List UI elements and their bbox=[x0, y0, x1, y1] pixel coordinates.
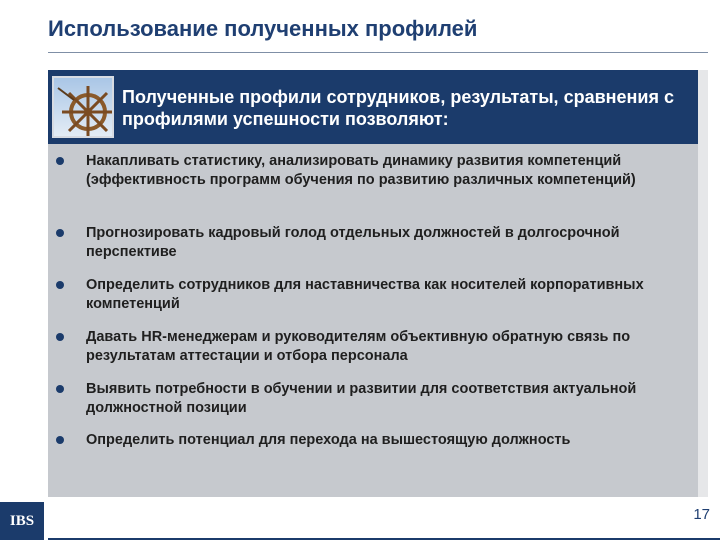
title-divider bbox=[48, 52, 708, 53]
page-number: 17 bbox=[693, 506, 710, 523]
bullet-text: Давать HR-менеджерам и руководителям объективную обратную связь по результатам аттестации и отбора персонала bbox=[86, 329, 631, 364]
bullet-dot-icon bbox=[56, 281, 64, 289]
panel-shadow bbox=[698, 70, 708, 497]
bullet-text: Определить потенциал для перехода на вышестоящую должность bbox=[86, 432, 571, 448]
ship-wheel-image bbox=[52, 76, 114, 138]
bullet-dot-icon bbox=[56, 436, 64, 444]
bullet-text: Определить сотрудников для наставничества как носителей корпоративных компетенций bbox=[86, 277, 644, 312]
header-text: Полученные профили сотрудников, результаты, сравнения с профилями успешности позволяют: bbox=[122, 87, 674, 129]
bullet-text: Накапливать статистику, анализировать динамику развития компетенций (эффективность программ обучения по развитию различных компетенций) bbox=[86, 153, 636, 188]
ship-wheel-icon bbox=[54, 78, 112, 136]
bullet-dot-icon bbox=[56, 333, 64, 341]
bullet-dot-icon bbox=[56, 229, 64, 237]
slide-title: Использование полученных профилей bbox=[48, 16, 478, 41]
ibs-logo: IBS bbox=[0, 502, 44, 540]
bullet-text: Прогнозировать кадровый голод отдельных должностей в долгосрочной перспективе bbox=[86, 225, 620, 260]
bullet-dot-icon bbox=[56, 385, 64, 393]
bullet-dot-icon bbox=[56, 157, 64, 165]
bullet-text: Выявить потребности в обучении и развитии для соответствия актуальной должностной позиции bbox=[86, 381, 637, 416]
